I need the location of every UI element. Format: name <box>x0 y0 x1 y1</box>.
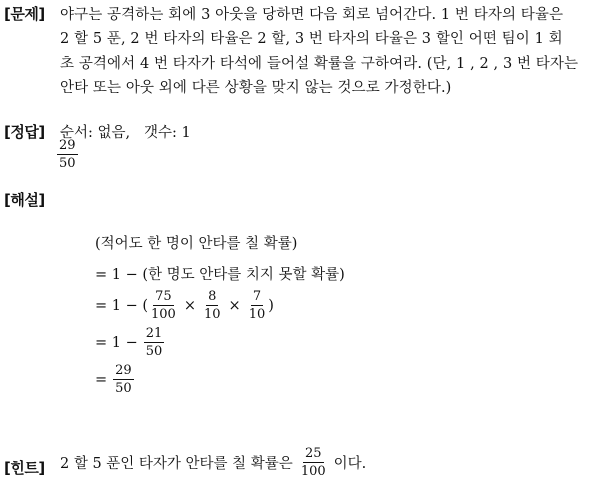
explanation-label: [해설] <box>4 191 45 209</box>
explanation-line-2 <box>95 263 345 284</box>
line-3-prefix: = 1 − ( <box>95 297 149 314</box>
fraction-numerator: 75 <box>155 289 172 304</box>
fraction-numerator: 29 <box>115 363 132 378</box>
fraction-denominator: 10 <box>204 307 221 322</box>
hint-line <box>60 447 366 478</box>
hint-text-after: 이다. <box>333 456 367 472</box>
problem-line-3: 초 공격에서 4 번 타자가 타석에 들어설 확률을 구하여라. (단, 1 , 2 , 3 번 타자는 <box>60 56 579 72</box>
answer-fraction-denominator: 50 <box>59 156 76 171</box>
answer-fraction-numerator: 29 <box>59 138 76 153</box>
answer-label: [정답] <box>4 123 45 141</box>
fraction-denominator: 50 <box>115 381 132 396</box>
explanation-line-3 <box>95 290 274 321</box>
fraction-29-50 <box>113 364 134 395</box>
fraction-numerator: 25 <box>304 446 322 461</box>
times-sign: × <box>228 297 241 314</box>
hint-text-before: 2 할 5 푼인 타자가 안타를 칠 확률은 <box>60 456 293 472</box>
fraction-denominator: 100 <box>300 464 326 479</box>
fraction-25-100 <box>299 447 328 478</box>
problem-line-2: 2 할 5 푼, 2 번 타자의 타율은 2 할, 3 번 타자의 타율은 3 할인 어떤 팀이 1 회 <box>60 31 563 47</box>
fraction-21-50 <box>144 327 165 358</box>
fraction-8-10 <box>202 290 223 321</box>
times-sign: × <box>183 297 196 314</box>
answer-text: 순서: 없음, 갯수: 1 <box>60 125 191 141</box>
fraction-7-10 <box>247 290 268 321</box>
line-5-prefix: = <box>95 371 108 388</box>
fraction-denominator: 10 <box>248 307 266 322</box>
problem-line-4: 안타 또는 아웃 외에 다른 상황을 맞지 않는 것으로 가정한다.) <box>60 80 452 96</box>
fraction-numerator: 8 <box>208 289 217 304</box>
explanation-line-5 <box>95 364 135 395</box>
explanation-line-4 <box>95 327 165 358</box>
fraction-numerator: 7 <box>252 289 262 304</box>
line-4-prefix: = 1 − <box>95 334 138 351</box>
fraction-denominator: 100 <box>151 307 176 322</box>
problem-line-1: 야구는 공격하는 회에 3 아웃을 당하면 다음 회로 넘어간다. 1 번 타자의 타율은 <box>60 7 564 23</box>
line-3-suffix: ) <box>268 297 274 314</box>
explanation-line-1-text: (적어도 한 명이 안타를 칠 확률) <box>95 236 298 252</box>
explanation-line-2-text: = 1 − (한 명도 안타를 치지 못할 확률) <box>95 267 345 283</box>
fraction-75-100 <box>149 290 178 321</box>
problem-label: [문제] <box>4 5 45 23</box>
fraction-denominator: 50 <box>145 344 163 359</box>
fraction-numerator: 21 <box>145 326 163 341</box>
explanation-line-1 <box>95 232 297 253</box>
answer-fraction <box>57 139 78 170</box>
hint-label: [힌트] <box>4 459 45 477</box>
